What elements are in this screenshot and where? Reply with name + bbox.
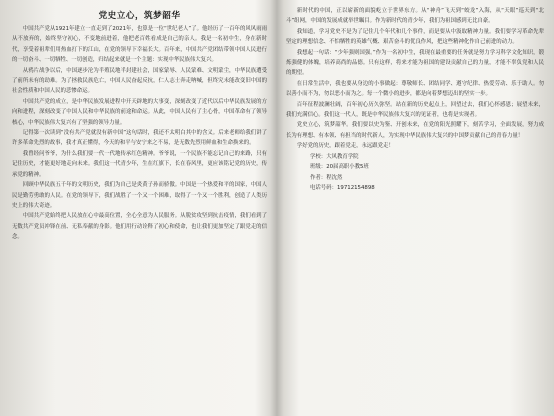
school-line (286, 152, 544, 162)
paragraph: 中国共产党始终把人民放在心中最高位置，全心全意为人民服务。从脱贫攻坚到抗击疫情，我们看到了无数共产党员冲锋在前、无私奉献的身影。他们用行动诠释了初心和使命，也让我们更加坚定了跟党走的信念。 (12, 213, 267, 241)
essay-title: 党史立心，筑梦韶华 (98, 11, 181, 21)
paragraph: 百年征程波澜壮阔，百年初心历久弥坚。站在新的历史起点上，回望过去，我们心怀感恩；展望未来，我们充满信心。我们这一代人，既是中华民族伟大复兴的见证者，也将是实现者。 (286, 101, 544, 119)
paragraph: 党史立心，筑梦韶华。我们要以史为鉴、开创未来，在党的阳光照耀下，刻苦学习，全面发展，努力成长为有理想、有本领、有担当的时代新人，为实现中华民族伟大复兴的中国梦贡献自己的青春力量！ (286, 122, 544, 139)
paragraph: 我曾经问爷爷，为什么我们要一代一代地传承红色精神。爷爷说，一个民族不能忘记自己的来路，只有记住历史，才能更好地走向未来。我们这一代青少年，生在红旗下，长在春风里，更应该铭记党的历史，传承党的精神。 (12, 150, 267, 178)
school-value: 大风教育学院 (326, 153, 359, 160)
paragraph: 中国共产党从1921年建立一直走到了2021年，也算是一位“世纪老人”了。他经历了一百年的风风雨雨从不放弃的，始终坚守初心，不变地前进着，他把老百姓看成是自己的亲人。我是一名初中生，身在新时代，享受着祖辈们用热血打下的江山，在党的领导下幸福长大。百年来，中国共产党团结带领中国人民进行的一切奋斗、一切牺牲、一切创造，归结起来就是一个主题：实现中华民族伟大复兴。 (12, 26, 267, 64)
paragraph: 新时代的中国，正以崭新的面貌屹立于世界东方。从“神舟”飞天到“蛟龙”入海，从“天眼”巡天到“北斗”组网，中国的发展成就举世瞩目。作为新时代的青少年，我们为祖国感到无比自豪。 (286, 8, 544, 25)
page-fold (270, 0, 284, 416)
paragraph: 记得第一次读到“没有共产党就没有新中国”这句话时，我还不太明白其中的含义。后来老师给我们讲了许多革命先烈的故事，我才真正懂得，今天的和平与安宁来之不易，是无数先烈用鲜血和生命换来的。 (12, 130, 267, 147)
right-page (286, 6, 544, 410)
paragraph: 从鸦片战争以后，中国逐步沦为半殖民地半封建社会，国家蒙辱、人民蒙难、文明蒙尘，中华民族遭受了前所未有的劫难。为了拯救民族危亡，中国人民奋起反抗，仁人志士奔走呐喊，但终究未能改变旧中国的社会性质和中国人民的悲惨命运。 (12, 67, 267, 95)
paragraph: 我知道，学习党史不是为了记住几个年代和几个事件，而是要从中汲取精神力量。我们要学习革命先辈坚定的理想信念、不怕牺牲的英雄气概、艰苦奋斗的优良作风，把这些精神化作自己前进的动力。 (286, 28, 544, 46)
phone-value: 19712154898 (336, 184, 375, 191)
author-line (286, 173, 544, 183)
author-value: 程沈然 (326, 174, 343, 181)
paragraph: 回顾中华民族五千年的文明历史，我们为自己是炎黄子孙而骄傲。中国是一个热爱和平的国家，中国人民是勤劳勇敢的人民。在党的领导下，我们战胜了一个又一个困难，取得了一个又一个胜利，创造了人类历史上的伟大奇迹。 (12, 182, 267, 209)
class-value: 20届高职小教5班 (326, 164, 369, 171)
author-info (286, 152, 544, 194)
left-page (12, 6, 267, 410)
author-label: 作者： (310, 174, 327, 181)
paragraph: 中国共产党的成立，是中华民族发展进程中开天辟地的大事变，深刻改变了近代以后中华民族发展的方向和进程，深刻改变了中国人民和中华民族的前途和命运。从此，中国人民有了主心骨，中国革命有了领导核心，中华民族伟大复兴有了坚强的领导力量。 (12, 98, 267, 126)
paragraph: 我想起一句话：“少年强则国强。”作为一名初中生，我现在最重要的任务就是努力学习科学文化知识，锻炼强健的体魄，培养高尚的品德。只有这样，将来才能为祖国的建设贡献自己的力量，才能不辜负党和人民的期望。 (286, 49, 544, 77)
school-label: 学校： (310, 153, 327, 160)
class-line (286, 162, 544, 172)
phone-line (286, 183, 544, 193)
phone-label: 电话号码： (310, 184, 337, 191)
class-label: 班级： (310, 164, 327, 171)
paragraph: 在日常生活中，我也要从身边的小事做起：尊敬师长、团结同学、遵守纪律、热爱劳动、乐于助人。勿以善小而不为，勿以恶小而为之。每一个微小的进步，都是向着梦想迈出的坚实一步。 (286, 80, 544, 98)
closing-line: 学好党的历史，跟着党走，永远跟党走！ (296, 143, 394, 150)
